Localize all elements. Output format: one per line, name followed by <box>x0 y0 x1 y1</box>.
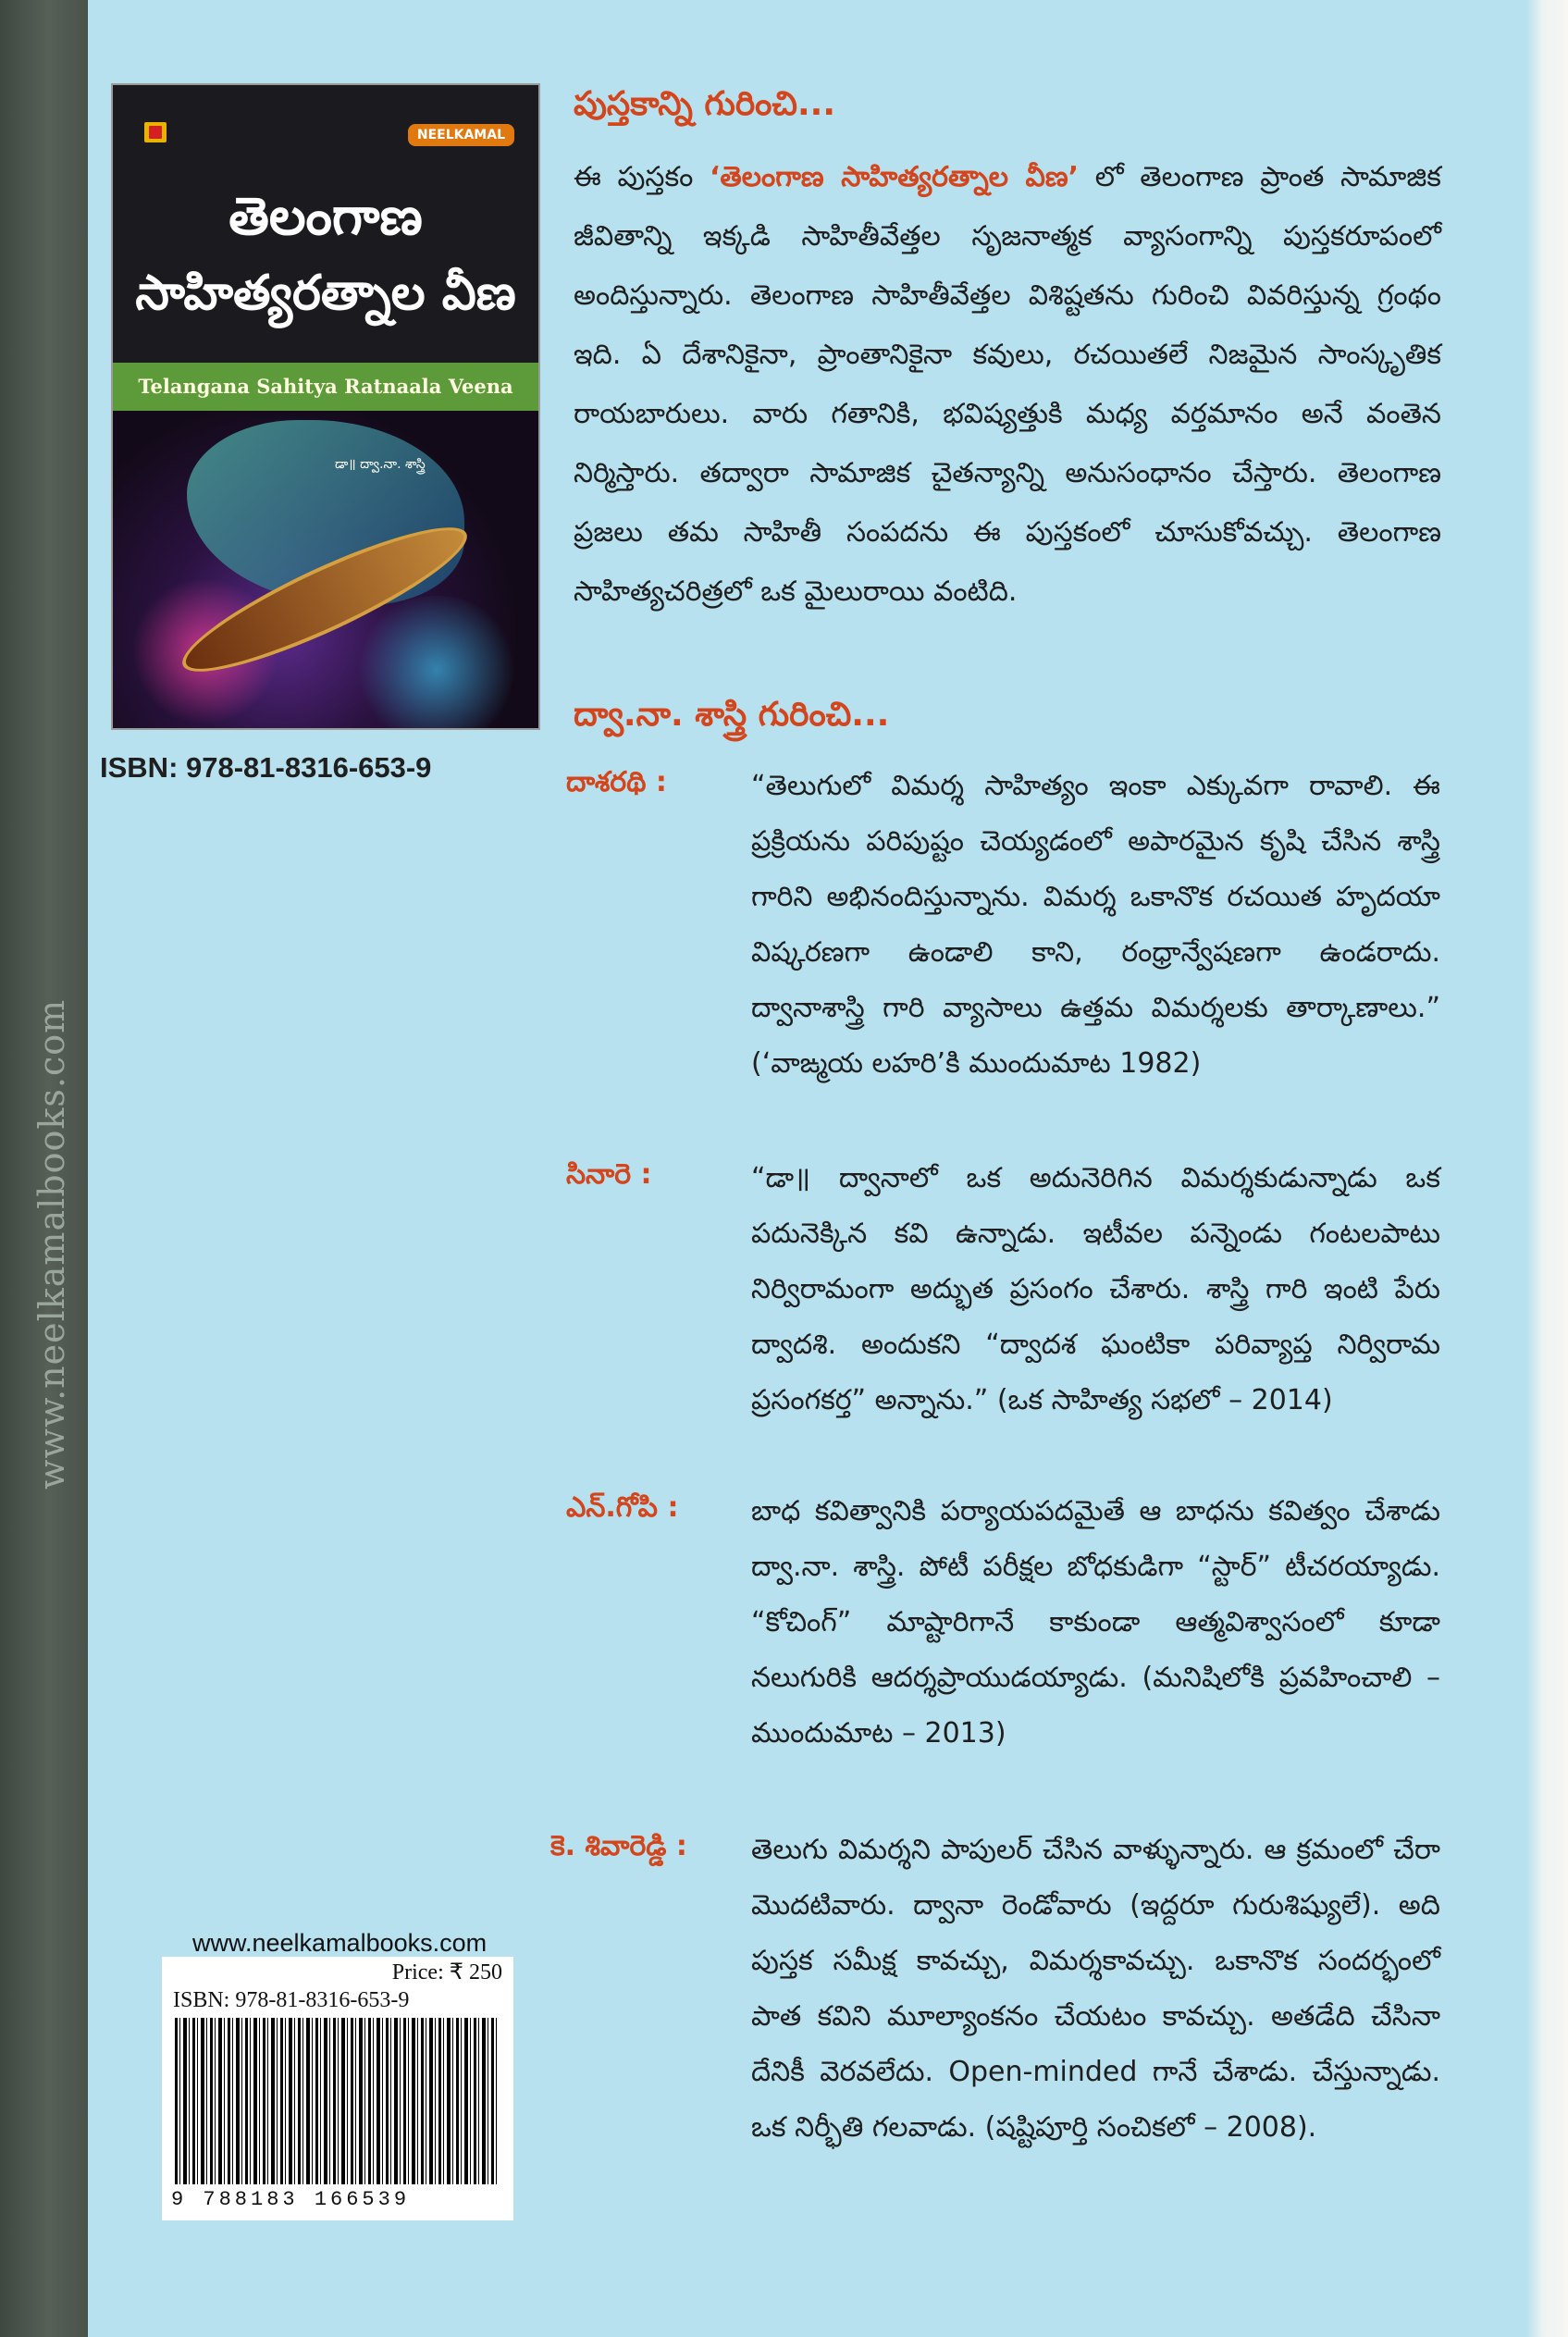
spine-url: www.neelkamalbooks.com <box>31 998 72 1490</box>
cover-author: డా॥ ద్వా.నా. శాస్త్రి <box>335 457 426 472</box>
publisher-badge: NEELKAMAL <box>408 124 514 146</box>
barcode-digits: 9 788183 166539 <box>171 2188 411 2211</box>
about-book-title-highlight: ‘తెలంగాణ సాహిత్యరత్నాల వీణ’ <box>710 161 1080 193</box>
barcode-sticker <box>162 1957 513 2220</box>
cover-title-line2: సాహిత్యరత్నాల వీణ <box>135 266 516 321</box>
quote-label-cinare: సినారె : <box>566 1158 652 1191</box>
isbn-text: ISBN: 978-81-8316-653-9 <box>100 751 432 784</box>
quote-sivareddy: తెలుగు విమర్శని పాపులర్ చేసిన వాళ్ళున్నారు. ఆ క్రమంలో చేరా మొదటివారు. ద్వానా రెండోవారు (ఇద్దరూ గురుశిష్యులే). అది పుస్తక సమీక్ష కావచ్చు, విమర్శకావచ్చు. ఒకానొక సందర్భంలో పాత కవిని మూల్యాంకనం చేయటం కావచ్చు. అతడేది చేసినా దేనికీ వెరవలేదు. Open-minded గానే చేశాడు. చేస్తున్నాడు. ఒక నిర్భీతి గలవాడు. (షష్టిపూర్తి సంచికలో – 2008). <box>751 1834 1440 2144</box>
about-author-heading: ద్వా.నా. శాస్త్రి గురించి... <box>574 696 890 734</box>
about-book-paragraph <box>574 148 1441 622</box>
barcode-image <box>175 2018 499 2184</box>
about-book-heading: పుస్తకాన్ని గురించి... <box>574 85 836 123</box>
quote-dasarathi: “తెలుగులో విమర్శ సాహిత్యం ఇంకా ఎక్కువగా రావాలి. ఈ ప్రక్రియను పరిపుష్టం చెయ్యడంలో అపారమైన కృషి చేసిన శాస్త్రి గారిని అభినందిస్తున్నాను. విమర్శ ఒకానొక రచయిత హృదయా విష్కరణగా ఉండాలి కాని, రంధ్రాన్వేషణగా ఉండరాదు. ద్వానాశాస్త్రి గారి వ్యాసాలు ఉత్తమ విమర్శలకు తార్కాణాలు.” (‘వాఙ్మయ లహరి’కి ముందుమాట 1982) <box>751 770 1440 1080</box>
quote-label-gopi: ఎన్.గోపి : <box>566 1491 679 1524</box>
cover-artwork <box>113 411 538 728</box>
publisher-logo-icon <box>144 122 167 142</box>
sticker-isbn: ISBN: 978-81-8316-653-9 <box>173 1988 410 2012</box>
quote-label-dasarathi: దాశరథి : <box>566 766 667 798</box>
page-edge <box>1526 0 1568 2337</box>
quote-gopi: బాధ కవిత్వానికి పర్యాయపదమైతే ఆ బాధను కవిత్వం చేశాడు ద్వా.నా. శాస్త్రి. పోటీ పరీక్షల బోధకుడిగా “స్టార్” టీచరయ్యాడు. “కోచింగ్” మాష్టారిగానే కాకుండా ఆత్మవిశ్వాసంలో కూడా నలుగురికి ఆదర్శప్రాయుడయ్యాడు. (మనిషిలోకి ప్రవహించాలి – ముందుమాట – 2013) <box>751 1495 1440 1750</box>
cover-english-title: Telangana Sahitya Ratnaala Veena <box>113 363 538 411</box>
about-book-text: లో తెలంగాణ ప్రాంత సామాజిక జీవితాన్ని ఇక్కడి సాహితీవేత్తల సృజనాత్మక వ్యాసంగాన్ని పుస్తకరూపంలో అందిస్తున్నారు. తెలంగాణ సాహితీవేత్తల విశిష్టతను గురించి వివరిస్తున్న గ్రంథం ఇది. ఏ దేశానికైనా, ప్రాంతానికైనా కవులు, రచయితలే నిజమైన సాంస్కృతిక రాయబారులు. వారు గతానికి, భవిష్యత్తుకి మధ్య వర్తమానం అనే వంతెన నిర్మిస్తారు. తద్వారా సామాజిక చైతన్యాన్ని అనుసంధానం చేస్తారు. తెలంగాణ ప్రజలు తమ సాహితీ సంపదను ఈ పుస్తకంలో చూసుకోవచ్చు. తెలంగాణ సాహిత్యచరిత్రలో ఒక మైలురాయి వంటిది. <box>574 161 1441 608</box>
book-cover-thumbnail <box>111 83 540 730</box>
sticker-url: www.neelkamalbooks.com <box>192 1929 488 1957</box>
cover-title-line1: తెలంగాణ <box>228 187 423 247</box>
quote-label-sivareddy: కె. శివారెడ్డి : <box>550 1830 687 1862</box>
price-label: Price: ₹ 250 <box>391 1960 502 1985</box>
about-book-intro: ఈ పుస్తకం <box>574 161 694 193</box>
glow-graphic <box>353 596 520 728</box>
quote-cinare: “డా॥ ద్వానాలో ఒక అదునెరిగిన విమర్శకుడున్నాడు ఒక పదునెక్కిన కవి ఉన్నాడు. ఇటీవల పన్నెండు గంటలపాటు నిర్విరామంగా అద్భుత ప్రసంగం చేశారు. శాస్త్రి గారి ఇంటి పేరు ద్వాదశి. అందుకని “ద్వాదశ ఘంటికా పరివ్యాప్త నిర్విరామ ప్రసంగకర్త” అన్నాను.” (ఒక సాహిత్య సభలో – 2014) <box>751 1162 1440 1416</box>
